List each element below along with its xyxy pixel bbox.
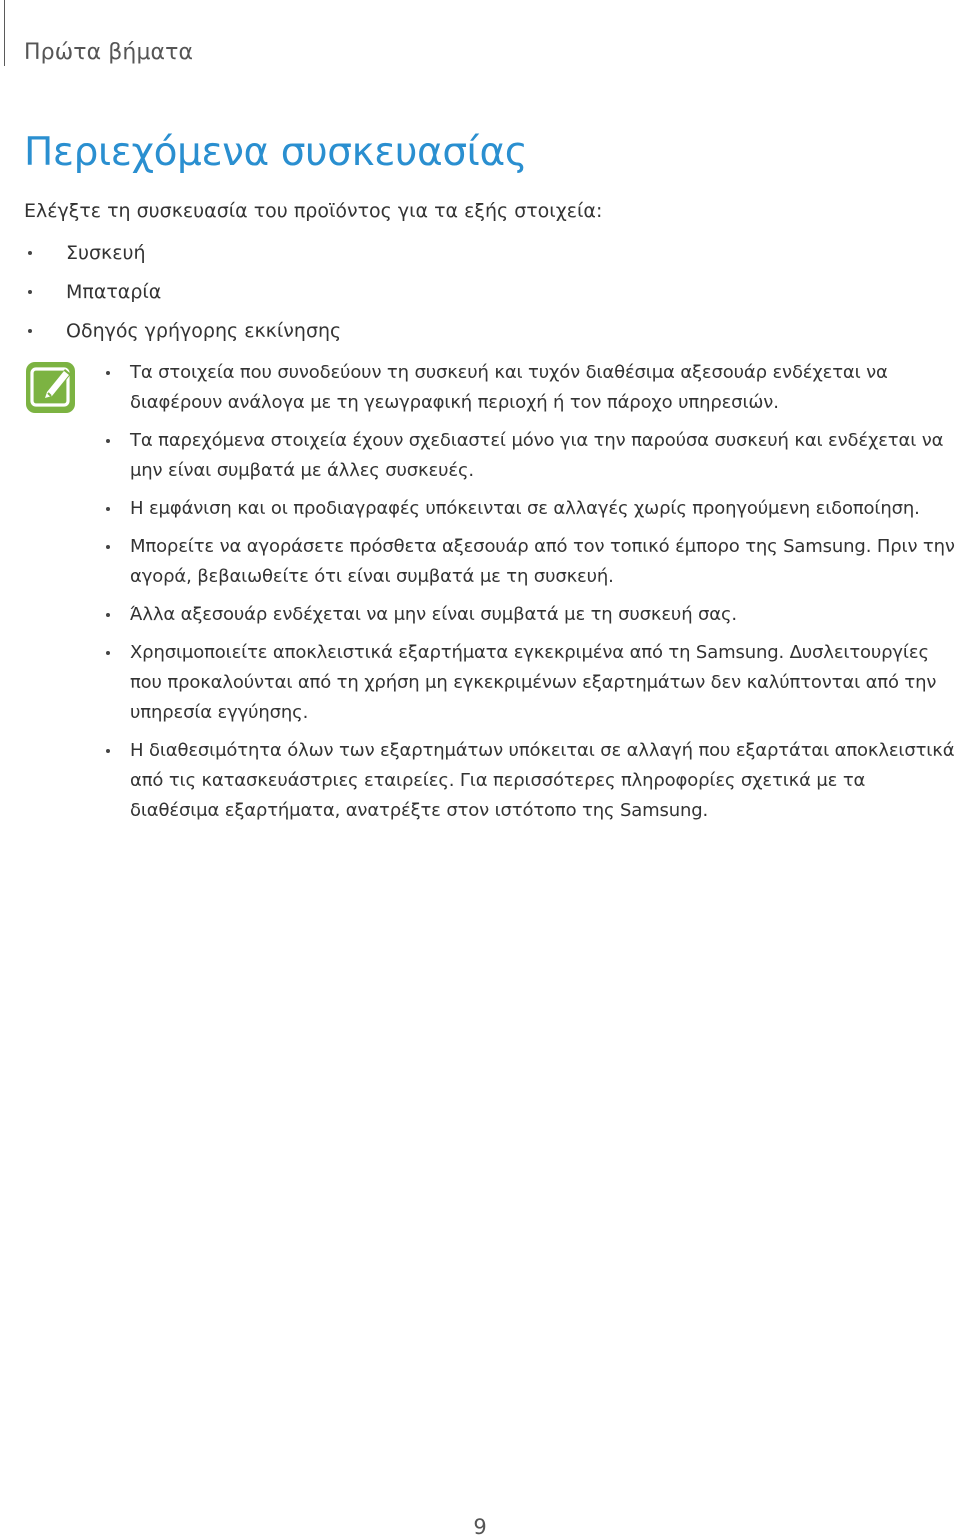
note-item: Άλλα αξεσουάρ ενδέχεται να μην είναι συμβατά με τη συσκευή σας. — [106, 600, 958, 630]
note-item: Τα παρεχόμενα στοιχεία έχουν σχεδιαστεί μόνο για την παρούσα συσκευή και ενδέχεται να μην είναι συμβατά με άλλες συσκευές. — [106, 426, 958, 486]
list-item: Συσκευή — [24, 238, 341, 277]
package-contents-list — [24, 238, 341, 355]
page-title: Περιεχόμενα συσκευασίας — [24, 130, 528, 175]
section-header: Πρώτα βήματα — [24, 40, 194, 65]
intro-text: Ελέγξτε τη συσκευασία του προϊόντος για τα εξής στοιχεία: — [24, 200, 603, 222]
note-pencil-icon — [24, 360, 77, 415]
note-item: Χρησιμοποιείτε αποκλειστικά εξαρτήματα εγκεκριμένα από τη Samsung. Δυσλειτουργίες που προκαλούνται από τη χρήση μη εγκεκριμένων εξαρτημάτων δεν καλύπτονται από την υπηρεσία εγγύησης. — [106, 638, 958, 728]
list-item: Οδηγός γρήγορης εκκίνησης — [24, 316, 341, 355]
list-item: Μπαταρία — [24, 277, 341, 316]
page-corner-rule — [4, 0, 5, 66]
note-item: Τα στοιχεία που συνοδεύουν τη συσκευή και τυχόν διαθέσιμα αξεσουάρ ενδέχεται να διαφέρουν ανάλογα με τη γεωγραφική περιοχή ή τον πάροχο υπηρεσιών. — [106, 358, 958, 418]
note-item: Η διαθεσιμότητα όλων των εξαρτημάτων υπόκειται σε αλλαγή που εξαρτάται αποκλειστικά από τις κατασκευάστριες εταιρείες. Για περισσότερες πληροφορίες σχετικά με τα διαθέσιμα εξαρτήματα, ανατρέξτε στον ιστότοπο της Samsung. — [106, 736, 958, 826]
note-item: Μπορείτε να αγοράσετε πρόσθετα αξεσουάρ από τον τοπικό έμπορο της Samsung. Πριν την αγορά, βεβαιωθείτε ότι είναι συμβατά με τη συσκευή. — [106, 532, 958, 592]
page-number: 9 — [473, 1515, 487, 1539]
note-list — [106, 358, 958, 834]
note-item: Η εμφάνιση και οι προδιαγραφές υπόκεινται σε αλλαγές χωρίς προηγούμενη ειδοποίηση. — [106, 494, 958, 524]
